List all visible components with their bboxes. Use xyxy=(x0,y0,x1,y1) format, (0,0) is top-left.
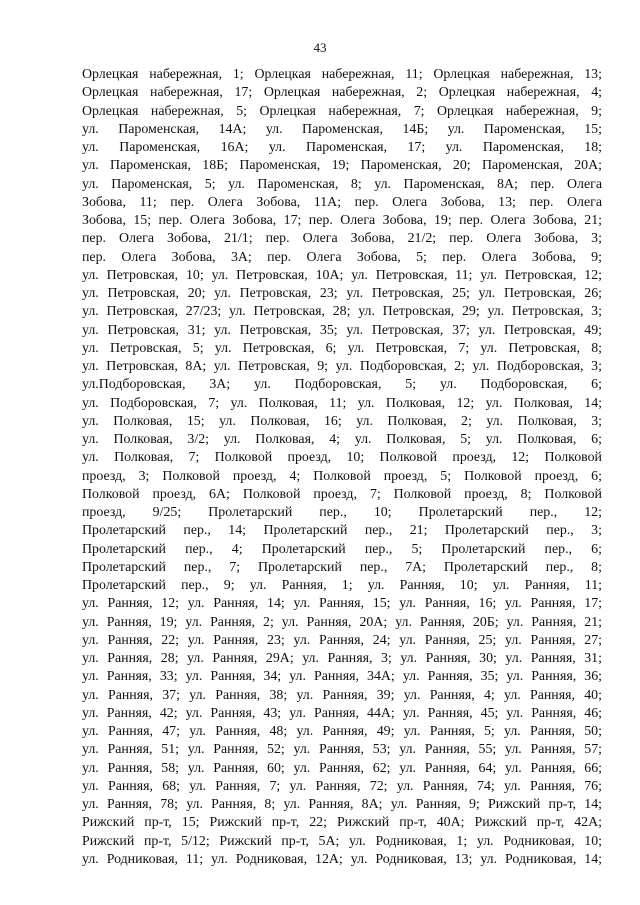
text-line: проезд, 9/25; Пролетарский пер., 10; Пролетарский пер., 12; xyxy=(82,505,602,520)
text-line: ул. Ранняя, 22; ул. Ранняя, 23; ул. Ранняя, 24; ул. Ранняя, 25; ул. Ранняя, 27; xyxy=(82,632,602,648)
text-line: ул. Петровская, 10; ул. Петровская, 10А; ул. Петровская, 11; ул. Петровская, 12; xyxy=(82,267,602,283)
text-line: ул. Полковая, 3/2; ул. Полковая, 4; ул. Полковая, 5; ул. Полковая, 6; xyxy=(82,432,602,447)
text-line: Пролетарский пер., 9; ул. Ранняя, 1; ул. Ранняя, 10; ул. Ранняя, 11; xyxy=(82,578,602,593)
text-line: ул. Пароменская, 5; ул. Пароменская, 8; ул. Пароменская, 8А; пер. Олега xyxy=(82,176,602,192)
text-line: Пролетарский пер., 7; Пролетарский пер., 7А; Пролетарский пер., 8; xyxy=(82,559,602,575)
text-line: ул. Петровская, 20; ул. Петровская, 23; ул. Петровская, 25; ул. Петровская, 26; xyxy=(82,286,602,301)
text-line: пер. Олега Зобова, 21/1; пер. Олега Зобова, 21/2; пер. Олега Зобова, 3; xyxy=(82,231,602,247)
text-line: Орлецкая набережная, 1; Орлецкая набережная, 11; Орлецкая набережная, 13; xyxy=(82,67,602,82)
text-line: Рижский пр-т, 15; Рижский пр-т, 22; Рижский пр-т, 40А; Рижский пр-т, 42А; xyxy=(82,815,602,831)
text-line: Пролетарский пер., 14; Пролетарский пер., 21; Пролетарский пер., 3; xyxy=(82,523,602,539)
text-line: ул. Ранняя, 37; ул. Ранняя, 38; ул. Ранняя, 39; ул. Ранняя, 4; ул. Ранняя, 40; xyxy=(82,687,602,703)
text-line: ул. Подборовская, 7; ул. Полковая, 11; ул. Полковая, 12; ул. Полковая, 14; xyxy=(82,395,602,411)
text-line: ул. Ранняя, 78; ул. Ранняя, 8; ул. Ранняя, 8А; ул. Ранняя, 9; Рижский пр-т, 14; xyxy=(82,797,602,812)
text-line: Рижский пр-т, 5/12; Рижский пр-т, 5А; ул. Родниковая, 1; ул. Родниковая, 10; xyxy=(82,833,602,849)
text-line: Зобова, 11; пер. Олега Зобова, 11А; пер. Олега Зобова, 13; пер. Олега xyxy=(82,194,602,210)
text-line: ул. Ранняя, 68; ул. Ранняя, 7; ул. Ранняя, 72; ул. Ранняя, 74; ул. Ранняя, 76; xyxy=(82,778,602,794)
text-line: ул. Полковая, 15; ул. Полковая, 16; ул. Полковая, 2; ул. Полковая, 3; xyxy=(82,413,602,429)
text-line: ул.Подборовская, 3А; ул. Подборовская, 5; ул. Подборовская, 6; xyxy=(82,377,602,393)
text-line: ул. Ранняя, 51; ул. Ранняя, 52; ул. Ранняя, 53; ул. Ранняя, 55; ул. Ранняя, 57; xyxy=(82,742,602,758)
text-line: Орлецкая набережная, 17; Орлецкая набережная, 2; Орлецкая набережная, 4; xyxy=(82,85,602,101)
address-list-text xyxy=(82,66,602,869)
text-line: ул. Ранняя, 47; ул. Ранняя, 48; ул. Ранняя, 49; ул. Ранняя, 5; ул. Ранняя, 50; xyxy=(82,724,602,739)
text-line: ул. Пароменская, 18Б; Пароменская, 19; Пароменская, 20; Пароменская, 20А; xyxy=(82,158,602,174)
text-line: Полковой проезд, 6А; Полковой проезд, 7; Полковой проезд, 8; Полковой xyxy=(82,486,602,502)
text-line: ул. Ранняя, 12; ул. Ранняя, 14; ул. Ранняя, 15; ул. Ранняя, 16; ул. Ранняя, 17; xyxy=(82,596,602,612)
text-line: ул. Петровская, 31; ул. Петровская, 35; ул. Петровская, 37; ул. Петровская, 49; xyxy=(82,322,602,338)
text-line: ул. Ранняя, 42; ул. Ранняя, 43; ул. Ранняя, 44А; ул. Ранняя, 45; ул. Ранняя, 46; xyxy=(82,705,602,721)
text-line: ул. Ранняя, 28; ул. Ранняя, 29А; ул. Ранняя, 3; ул. Ранняя, 30; ул. Ранняя, 31; xyxy=(82,651,602,666)
text-line: пер. Олега Зобова, 3А; пер. Олега Зобова, 5; пер. Олега Зобова, 9; xyxy=(82,249,602,265)
text-line: ул. Ранняя, 19; ул. Ранняя, 2; ул. Ранняя, 20А; ул. Ранняя, 20Б; ул. Ранняя, 21; xyxy=(82,614,602,630)
text-line: ул. Петровская, 27/23; ул. Петровская, 28; ул. Петровская, 29; ул. Петровская, 3; xyxy=(82,304,602,320)
text-line: ул. Родниковая, 11; ул. Родниковая, 12А; ул. Родниковая, 13; ул. Родниковая, 14; xyxy=(82,851,602,867)
text-line: ул. Ранняя, 33; ул. Ранняя, 34; ул. Ранняя, 34А; ул. Ранняя, 35; ул. Ранняя, 36; xyxy=(82,669,602,685)
page-number: 43 xyxy=(313,40,327,55)
text-line: ул. Полковая, 7; Полковой проезд, 10; Полковой проезд, 12; Полковой xyxy=(82,450,602,466)
text-line: ул. Петровская, 8А; ул. Петровская, 9; ул. Подборовская, 2; ул. Подборовская, 3; xyxy=(82,359,602,374)
text-line: проезд, 3; Полковой проезд, 4; Полковой проезд, 5; Полковой проезд, 6; xyxy=(82,468,602,484)
text-line: ул. Ранняя, 58; ул. Ранняя, 60; ул. Ранняя, 62; ул. Ранняя, 64; ул. Ранняя, 66; xyxy=(82,760,602,776)
text-line: ул. Петровская, 5; ул. Петровская, 6; ул. Петровская, 7; ул. Петровская, 8; xyxy=(82,340,602,356)
text-line: Орлецкая набережная, 5; Орлецкая набережная, 7; Орлецкая набережная, 9; xyxy=(82,103,602,119)
text-line: Зобова, 15; пер. Олега Зобова, 17; пер. Олега Зобова, 19; пер. Олега Зобова, 21; xyxy=(82,213,602,228)
text-line: Пролетарский пер., 4; Пролетарский пер., 5; Пролетарский пер., 6; xyxy=(82,541,602,557)
text-line: ул. Пароменская, 16А; ул. Пароменская, 17; ул. Пароменская, 18; xyxy=(82,140,602,155)
text-line: ул. Пароменская, 14А; ул. Пароменская, 14Б; ул. Пароменская, 15; xyxy=(82,121,602,137)
